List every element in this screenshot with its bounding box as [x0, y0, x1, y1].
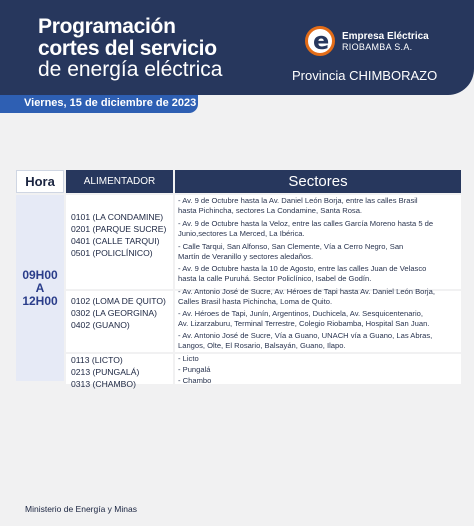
sector-line: - Av. Héroes de Tapi, Junín, Argentinos, Duchicela, Av. Sesquicentenario,	[178, 309, 423, 318]
sector-line: - Av. Antonio José de Sucre, Av. Héroes de Tapi hasta Av. Daniel León Borja,	[178, 287, 435, 296]
hora-end: 12H00	[22, 294, 58, 308]
alimentador-item: 0302 (LA GEORGINA)	[71, 308, 157, 318]
hora-separator: A	[35, 281, 45, 295]
sector-line: Av. Lizarzaburu, Terminal Terrestre, Colegio Riobamba, Hospital San Juan.	[178, 319, 430, 328]
sector-line: hasta Pichincha, sectores La Condamine, Santa Rosa.	[178, 206, 363, 215]
sectores-cell	[175, 287, 461, 352]
logo-letter: e	[313, 27, 330, 55]
sector-line: Martín de Veranillo y sectores aledaños.	[178, 252, 314, 261]
header-alimentador: ALIMENTADOR	[66, 170, 173, 193]
sector-line: Langos, Olte, El Rosario, Balsayán, Guano, Ilapo.	[178, 341, 346, 350]
alimentador-item: 0402 (GUANO)	[71, 320, 130, 330]
alimentador-item: 0102 (LOMA DE QUITO)	[71, 296, 166, 306]
hora-cell	[16, 195, 64, 381]
title-line-3: de energía eléctrica	[38, 58, 223, 81]
brand-name: Empresa Eléctrica	[342, 31, 429, 42]
date-label: Viernes, 15 de diciembre de 2023	[24, 97, 197, 109]
brand-subname: RIOBAMBA S.A.	[342, 42, 413, 52]
alimentador-item: 0201 (PARQUE SUCRE)	[71, 224, 167, 234]
sector-line: - Av. 9 de Octubre hasta la Veloz, entre las calles García Moreno hasta 5 de	[178, 219, 434, 228]
header-banner	[0, 0, 474, 95]
alimentador-cell	[66, 195, 173, 289]
alimentador-item: 0401 (CALLE TARQUI)	[71, 236, 160, 246]
alimentador-item: 0101 (LA CONDAMINE)	[71, 212, 164, 222]
header-sectores: Sectores	[175, 170, 461, 193]
sectores-cell	[175, 195, 461, 289]
alimentador-item: 0313 (CHAMBO)	[71, 379, 136, 389]
sector-line: - Av. 9 de Octubre hasta la 10 de Agosto, entre las calles Juan de Velasco	[178, 264, 427, 273]
date-banner	[0, 95, 198, 113]
title-line-2: cortes del servicio	[38, 37, 217, 60]
alimentador-item: 0213 (PUNGALÁ)	[71, 367, 140, 377]
header-hora: Hora	[16, 170, 64, 193]
footer-ministry: Ministerio de Energía y Minas	[25, 504, 137, 514]
sector-line: - Av. Antonio José de Sucre, Vía a Guano, UNACH vía a Guano, Las Abras,	[178, 331, 433, 340]
sector-line: - Chambo	[178, 376, 212, 385]
alimentador-item: 0113 (LICTO)	[71, 355, 123, 365]
sector-line: - Av. 9 de Octubre hasta la Av. Daniel León Borja, entre las calles Brasil	[178, 196, 418, 205]
company-logo-icon	[305, 26, 335, 56]
sector-line: - Pungalá	[178, 365, 211, 374]
sector-line: - Licto	[178, 354, 199, 363]
alimentador-cell	[66, 354, 173, 389]
hora-start: 09H00	[22, 268, 58, 282]
sector-line: Calles Brasil hasta Pichincha, Loma de Quito.	[178, 297, 333, 306]
sector-line: hasta la calle Puruhá. Sector Policlínico, Isabel de Godín.	[178, 274, 372, 283]
title-line-1: Programación	[38, 15, 176, 38]
sector-line: - Calle Tarqui, San Alfonso, San Clemente, Vía a Cerro Negro, San	[178, 242, 404, 251]
sector-line: Junio,sectores La Merced, La Ibérica.	[178, 229, 305, 238]
province-label: Provincia CHIMBORAZO	[292, 68, 438, 83]
alimentador-item: 0501 (POLICLÍNICO)	[71, 248, 153, 258]
sectores-cell	[175, 354, 461, 384]
alimentador-cell	[66, 291, 173, 352]
